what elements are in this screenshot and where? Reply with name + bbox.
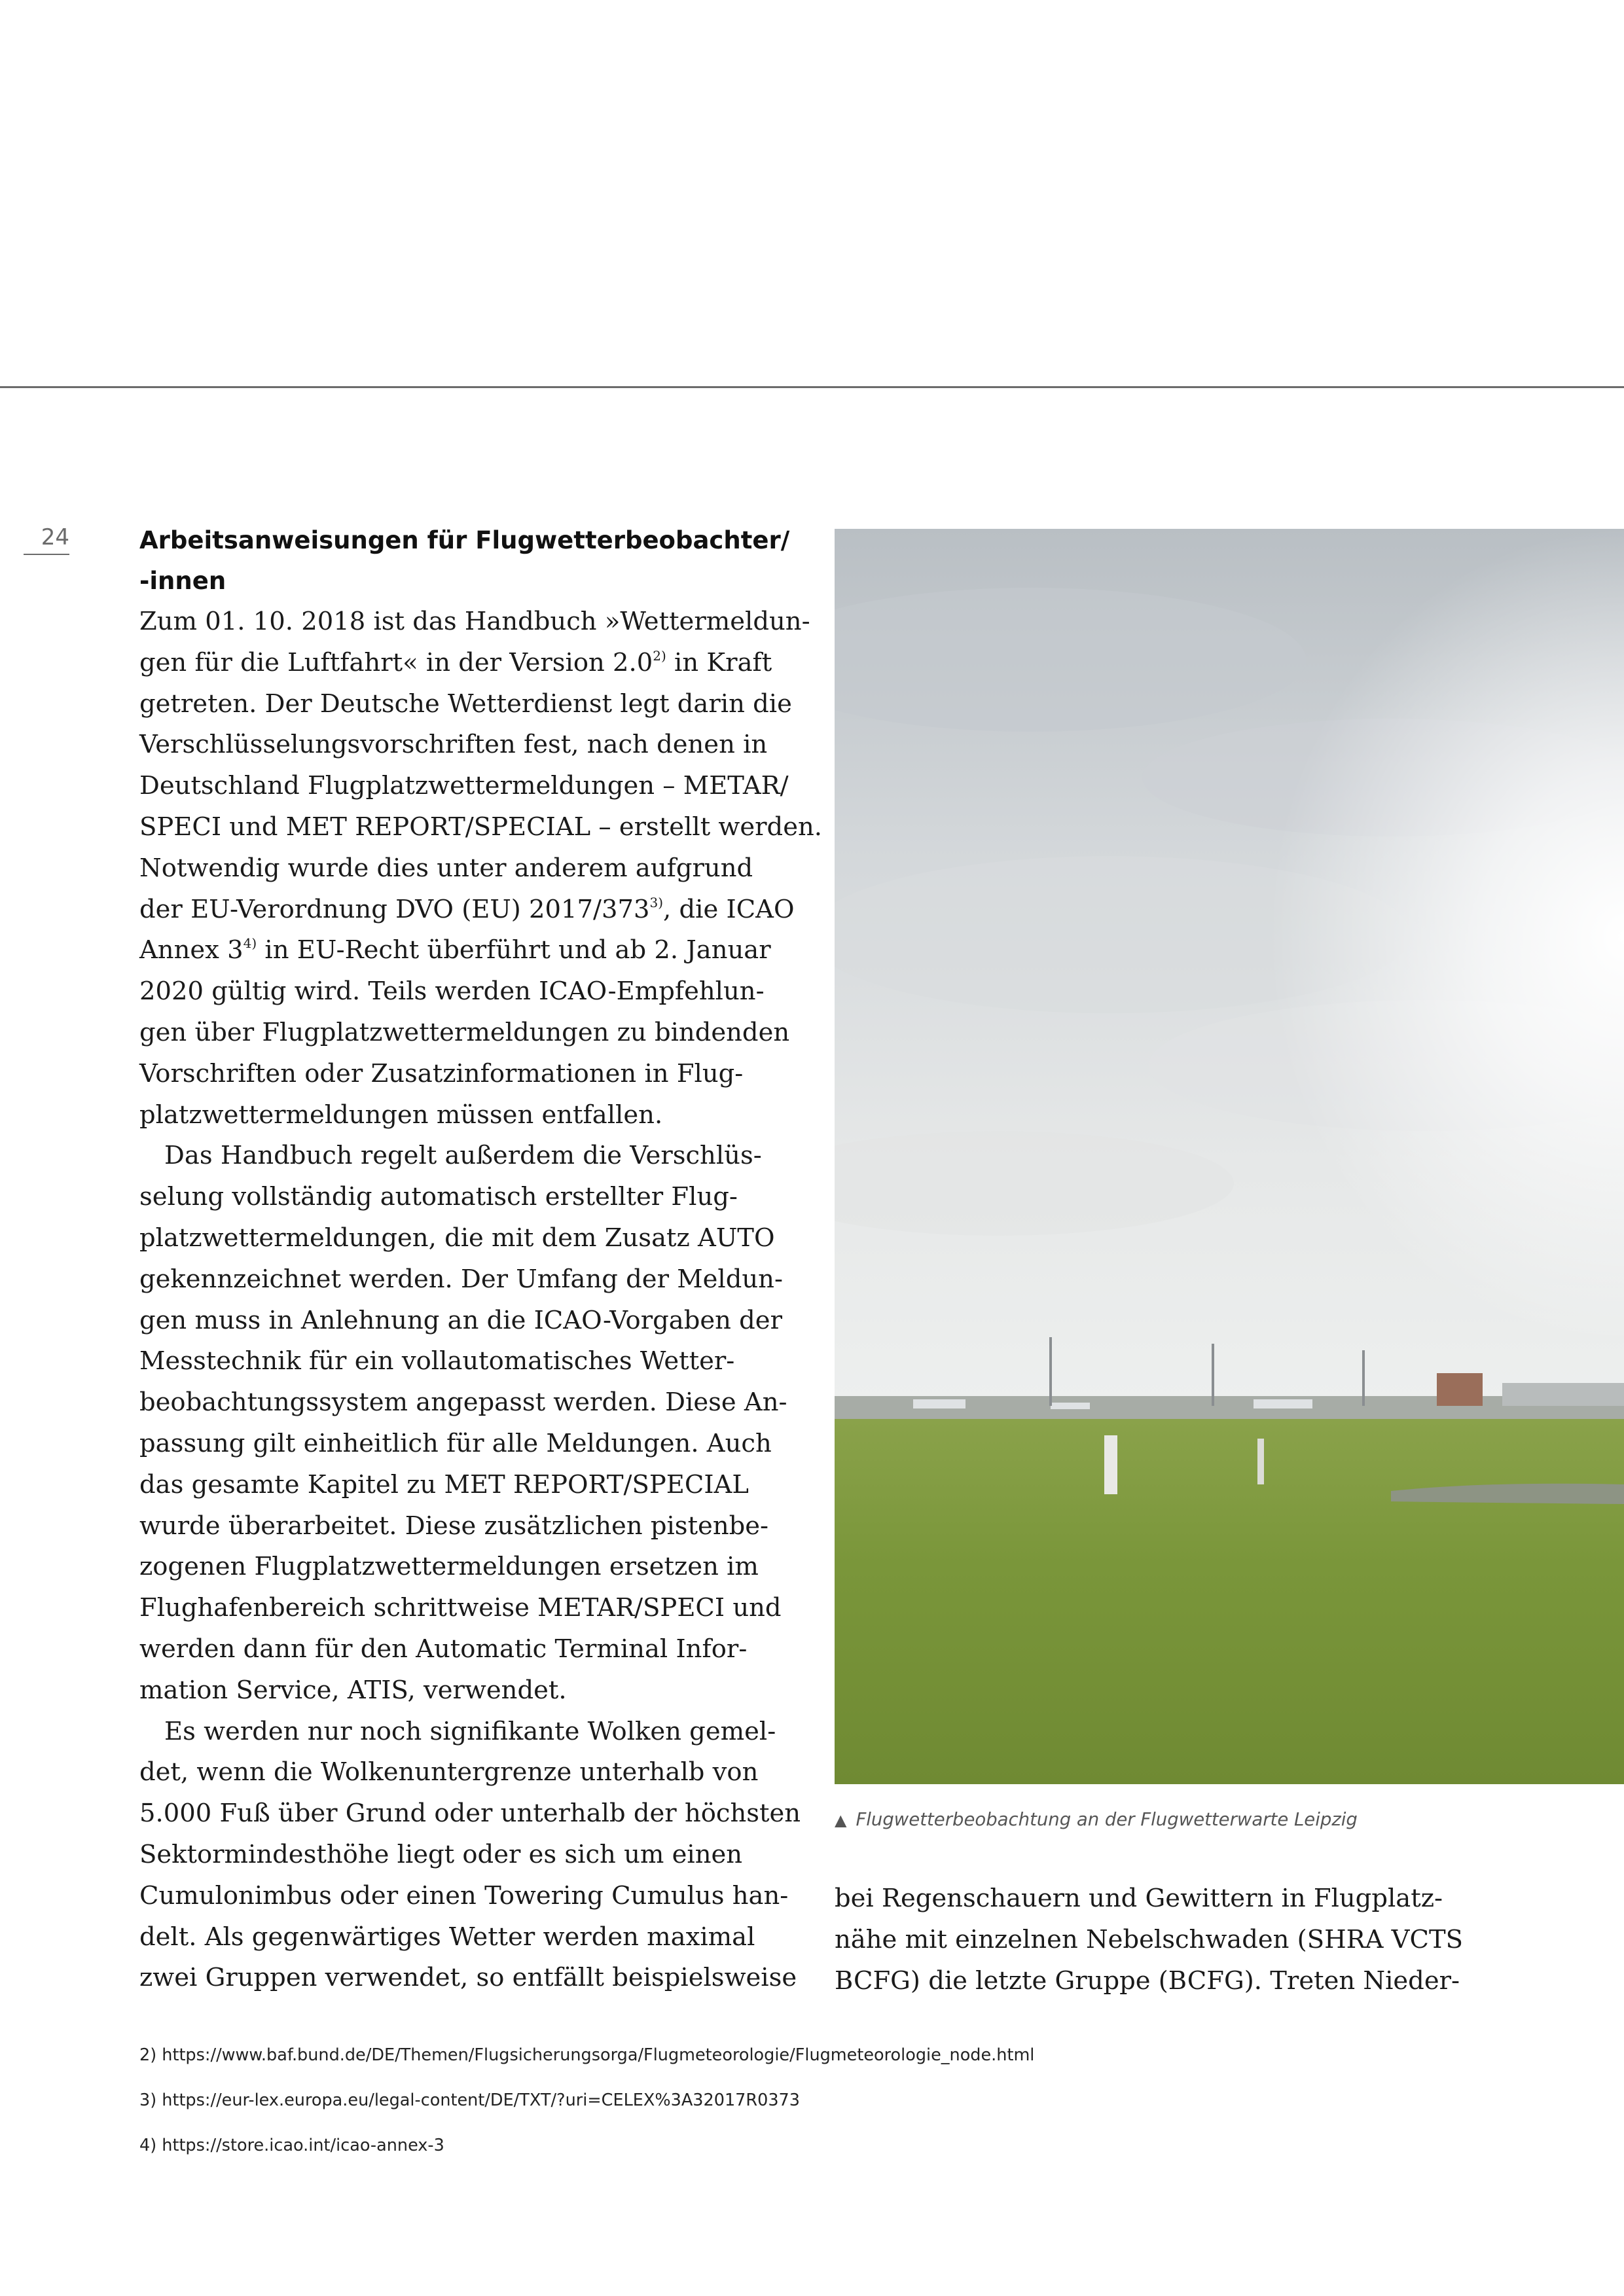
body-line-text: passung gilt einheitlich für alle Meldungen. Auch xyxy=(139,1428,772,1458)
body-text-right xyxy=(835,1878,1489,2001)
section-heading-line-2: -innen xyxy=(139,567,226,595)
section-heading-line-1: Arbeitsanweisungen für Flugwetterbeobachter/ xyxy=(139,526,790,554)
body-line xyxy=(139,1054,794,1095)
body-line-text: Annex 3 xyxy=(139,935,244,965)
photo-caption xyxy=(835,1806,1620,1833)
caption-text: Flugwetterbeobachtung an der Flugwetterwarte Leipzig xyxy=(856,1809,1358,1830)
airfield-photo-image xyxy=(835,529,1624,1784)
body-line-text: getreten. Der Deutsche Wetterdienst legt darin die xyxy=(139,689,792,719)
body-line-text: 5.000 Fuß über Grund oder unterhalb der höchsten xyxy=(139,1799,801,1829)
body-line-text: zwei Gruppen verwendet, so entfällt beispielsweise xyxy=(139,1963,797,1993)
footnotes xyxy=(139,2042,1514,2178)
body-line xyxy=(139,1958,797,1999)
body-line xyxy=(139,1218,794,1259)
body-line xyxy=(139,1259,794,1300)
body-line-text: das gesamte Kapitel zu MET REPORT/SPECIAL xyxy=(139,1469,749,1499)
body-line-text: Notwendig wurde dies unter anderem aufgrund xyxy=(139,853,753,883)
body-line xyxy=(139,1793,801,1835)
body-line-text: 2020 gültig wird. Teils werden ICAO-Empfehlun- xyxy=(139,977,765,1007)
body-line: nähe mit einzelnen Nebelschwaden (SHRA VCTS xyxy=(835,1924,1463,1954)
body-line: bei Regenschauern und Gewittern in Flugplatz- xyxy=(835,1884,1443,1913)
footnote-link[interactable]: 4) https://store.icao.int/icao-annex-3 xyxy=(139,2136,444,2155)
footnote-link[interactable]: 3) https://eur-lex.europa.eu/legal-content/DE/TXT/?uri=CELEX%3A32017R0373 xyxy=(139,2090,801,2110)
body-line-text: Zum 01. 10. 2018 ist das Handbuch »Wettermeldun- xyxy=(139,607,810,636)
footnote-link[interactable]: 2) https://www.baf.bund.de/DE/Themen/Flugsicherungsorga/Flugmeteorologie/Flugmeteorologie_node.html xyxy=(139,2045,1035,2065)
body-line xyxy=(139,889,794,931)
body-line xyxy=(139,601,810,643)
body-line-text: Sektormindesthöhe liegt oder es sich um einen xyxy=(139,1839,743,1869)
body-line-text: gekennzeichnet werden. Der Umfang der Meldun- xyxy=(139,1264,783,1294)
body-line xyxy=(139,1177,794,1218)
body-line xyxy=(139,1670,794,1712)
main-column-right xyxy=(835,1878,1489,2001)
body-line-text: Es werden nur noch signifikante Wolken gemel- xyxy=(164,1716,776,1746)
body-line xyxy=(139,1424,794,1465)
body-line-text: der EU-Verordnung DVO (EU) 2017/373 xyxy=(139,894,650,924)
page-number: 24 xyxy=(24,524,69,555)
main-column-left xyxy=(139,520,823,1999)
body-line-text: platzwettermeldungen, die mit dem Zusatz AUTO xyxy=(139,1223,775,1253)
body-line-text: platzwettermeldungen müssen entfallen. xyxy=(139,1100,663,1130)
body-line-text: beobachtungssystem angepasst werden. Diese An- xyxy=(139,1388,787,1418)
body-line xyxy=(139,1712,794,1753)
body-line xyxy=(139,766,794,807)
body-line xyxy=(139,1506,794,1547)
body-line xyxy=(139,807,823,848)
body-line-text: wurde überarbeitet. Diese zusätzlichen pistenbe- xyxy=(139,1511,769,1541)
body-line xyxy=(139,1465,794,1506)
body-line xyxy=(139,1752,794,1793)
body-line-text: det, wenn die Wolkenuntergrenze unterhalb von xyxy=(139,1757,759,1787)
footnote-reference[interactable]: 4) xyxy=(243,935,257,952)
body-line xyxy=(139,1300,794,1342)
body-line xyxy=(139,848,794,889)
body-line xyxy=(139,1917,794,1958)
body-line-text: Deutschland Flugplatzwettermeldungen – METAR/ xyxy=(139,771,789,801)
body-line-text: Das Handbuch regelt außerdem die Verschlüs- xyxy=(164,1141,762,1171)
caption-triangle-icon: ▲ xyxy=(835,1811,847,1829)
body-line-text: selung vollständig automatisch erstellter Flug- xyxy=(139,1182,738,1212)
footnote-reference[interactable]: 3) xyxy=(649,894,664,910)
body-line-text: mation Service, ATIS, verwendet. xyxy=(139,1675,567,1705)
body-line xyxy=(139,1835,794,1876)
body-line xyxy=(139,1341,794,1382)
body-line-text: Vorschriften oder Zusatzinformationen in Flug- xyxy=(139,1058,744,1088)
header-rule xyxy=(0,386,1624,388)
body-text-left xyxy=(139,601,823,1999)
body-line-text: gen über Flugplatzwettermeldungen zu bindenden xyxy=(139,1017,790,1047)
body-line xyxy=(139,1095,794,1136)
body-line-text: delt. Als gegenwärtiges Wetter werden maximal xyxy=(139,1922,755,1952)
section-heading xyxy=(139,520,794,601)
body-line-text-after: in EU-Recht überführt und ab 2. Januar xyxy=(257,935,771,965)
body-line xyxy=(139,1629,794,1670)
body-line-text: Cumulonimbus oder einen Towering Cumulus han- xyxy=(139,1880,789,1910)
body-line-text: Verschlüsselungsvorschriften fest, nach denen in xyxy=(139,730,768,760)
footnote-reference[interactable]: 2) xyxy=(653,647,666,664)
body-line xyxy=(139,971,794,1013)
body-line xyxy=(139,725,794,766)
body-line-text: werden dann für den Automatic Terminal Infor- xyxy=(139,1634,748,1664)
body-line xyxy=(139,684,794,725)
body-line-text-after: , die ICAO xyxy=(663,894,795,924)
body-line xyxy=(139,1876,794,1917)
body-line xyxy=(139,1382,794,1424)
body-line-text: zogenen Flugplatzwettermeldungen ersetzen im xyxy=(139,1552,759,1582)
body-line xyxy=(139,1547,794,1588)
body-line-text: Flughafenbereich schrittweise METAR/SPECI und xyxy=(139,1593,782,1623)
body-line xyxy=(139,1013,794,1054)
body-line-text: SPECI und MET REPORT/SPECIAL – erstellt werden. xyxy=(139,812,823,842)
airfield-photo xyxy=(835,529,1624,1784)
body-line xyxy=(139,643,794,684)
body-line-text-after: in Kraft xyxy=(666,647,772,677)
body-line xyxy=(139,1136,794,1177)
body-line-text: gen muss in Anlehnung an die ICAO-Vorgaben der xyxy=(139,1305,782,1335)
body-line xyxy=(139,930,794,971)
body-line-text: gen für die Luftfahrt« in der Version 2.0 xyxy=(139,647,653,677)
body-line-text: Messtechnik für ein vollautomatisches Wetter- xyxy=(139,1346,735,1376)
body-line xyxy=(139,1588,794,1629)
body-line: BCFG) die letzte Gruppe (BCFG). Treten Nieder- xyxy=(835,1965,1460,1996)
